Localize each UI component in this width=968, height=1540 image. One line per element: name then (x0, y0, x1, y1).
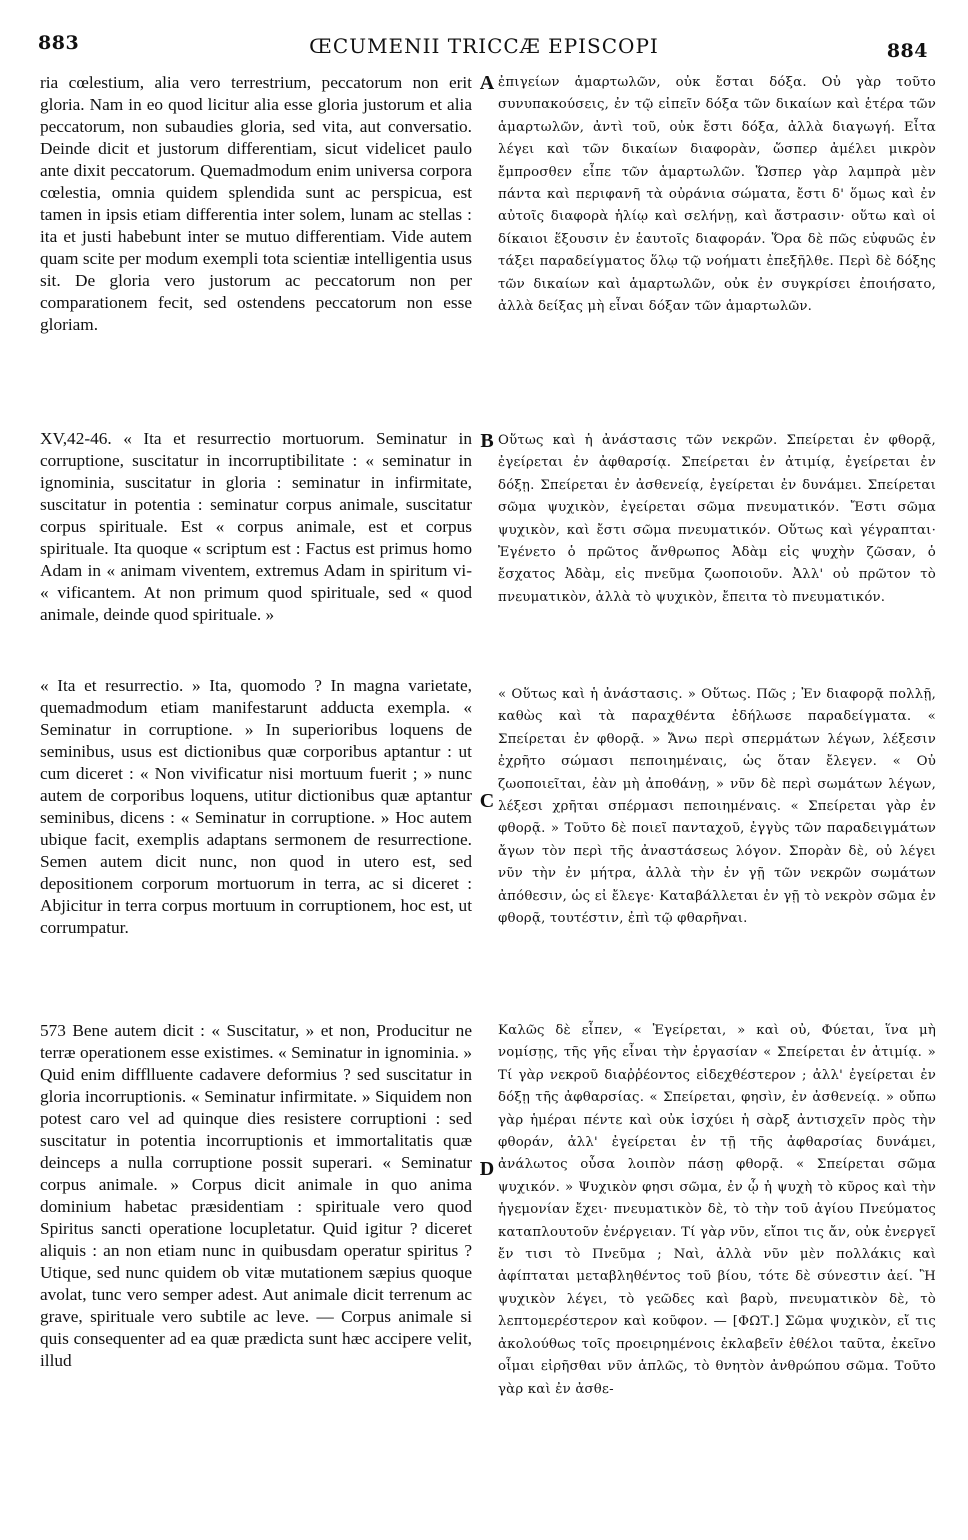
running-title: ŒCUMENII TRICCÆ EPISCOPI (309, 34, 659, 58)
latin-paragraph-3 (40, 675, 472, 1013)
latin-paragraph-4 (40, 1020, 472, 1460)
latin-text: 573 Bene autem dicit : « Suscitatur, » et non, Producitur ne terræ operationem esse existimes. « Seminatur in ignominia. » Quid enim difflluente cadavere deformius ? sed suscitatur in gloria incorruptionis. « Seminatur infirmitate. » Siquidem non potest caro vel ad quinque dies resistere corruptioni : sed suscitatur in potentia incorruptionis et immortalitatis quæ deinceps a nulla corruptione possit superari. « Seminatur corpus animale. » Corpus dicit animale in quo anima dominium habetac præsidentiam : spirituale vero quod Spiritus sancti operatione locupletatur. Quid igitur ? diceret aliquis : an non etiam nunc in quibusdam operatur spiritus ? Utique, sed nunc quidem ob vitæ mutationem sæpius quoque avolat, tunc vero semper adest. Aut animale dicit terrenum ac grave, spirituale vero subtile ac leve. — Corpus animale si quis consequenter ad ea quæ prædicta sunt hæc accipere velit, illud (40, 1021, 472, 1370)
latin-paragraph-2 (40, 428, 472, 664)
greek-text: Οὕτως καὶ ἡ ἀνάστασις τῶν νεκρῶν. Σπείρεται ἐν φθορᾷ, ἐγείρεται ἐν ἀφθαρσίᾳ. Σπείρεται ἐν ἀτιμίᾳ, ἐγείρεται ἐν δόξῃ. Σπείρεται ἐν ἀσθενείᾳ, ἐγείρεται ἐν δυνάμει. Σπείρεται σῶμα ψυχικὸν, ἐγείρεται σῶμα πνευματικόν. Ἔστι σῶμα ψυχικὸν, καὶ ἔστι σῶμα πνευματικόν. Οὕτως καὶ γέγραπται· Ἐγένετο ὁ πρῶτος ἄνθρωπος Ἀδὰμ εἰς ψυχὴν ζῶσαν, ὁ ἔσχατος Ἀδὰμ, εἰς πνεῦμα ζωοποιοῦν. Ἀλλ' οὐ πρῶτον τὸ πνευματικὸν, ἀλλὰ τὸ ψυχικὸν, ἔπειτα τὸ πνευματικόν. (498, 433, 936, 605)
greek-paragraph-2 (498, 430, 936, 676)
latin-text: « Ita et resurrectio. » Ita, quomodo ? In magna varietate, quemadmodum etiam manifestarunt adducta exempla. « Seminatur in corruptione. » In superioribus loquens de seminibus, usus est dictionibus quæ corporibus aptantur : ut cum diceret : « Non vivificatur nisi mortuum fuerit ; » nunc autem de corporibus loquens, utitur dictionibus quæ aptantur seminibus, dicens : « Seminatur in corruptione. » Hoc autem ubique facit, exemplis adaptans sermonem de resurrectione. Semen autem dicit nunc, non quod in utero est, sed depositionem corporum mortuorum in terra, ac si diceret : Abjicitur in terra corpus mortuum in corruptionem, hoc est, ut corrumpatur. (40, 676, 472, 937)
running-header (0, 14, 968, 64)
greek-paragraph-4 (498, 1020, 936, 1460)
greek-paragraph-3 (498, 684, 936, 984)
page-number-right: 884 (886, 40, 928, 62)
margin-mark-d: D (479, 1158, 495, 1180)
latin-paragraph-1 (40, 72, 472, 382)
page-number-left: 883 (38, 32, 80, 54)
latin-text: ria cœlestium, alia vero terrestrium, peccatorum non erit gloria. Nam in eo quod licitur alia esse gloria justorum et alia peccatorum, non subaudies gloria, sed vita, aut conversatio. Deinde dicit et justorum differentiam, sicut videlicet paulo ante dixit peccatorum. Quemadmodum enim universa corpora cœlestia, omnia quidem splendida sunt ac perspicua, est tamen in ipsis etiam differentia inter solem, lunam ac stellas : ita et justi habebunt inter se mutuo differentiam. Vide autem quam scite per modum exempli tota scientiæ intelligentia usus sit. De gloria vero justorum ac peccatorum non per comparationem fecit, sed ostendens peccatorum non esse gloriam. (40, 73, 472, 334)
greek-text: ἐπιγείων ἁμαρτωλῶν, οὐκ ἔσται δόξα. Οὐ γὰρ τοῦτο συνυπακούσεις, ἐν τῷ εἰπεῖν δόξα τῶν δικαίων καὶ ἑτέρα τῶν ἁμαρτωλῶν, ἀντὶ τοῦ, οὐκ ἔστι δόξα, ἀλλὰ διαγωγή. Εἶτα λέγει καὶ τῶν δικαίων διαφορὰν, ὥσπερ ἀμέλει μικρὸν ἔμπροσθεν εἶπε τῶν ἁμαρτωλῶν. Ὥσπερ γὰρ λαμπρὰ μὲν πάντα καὶ περιφανῆ τὰ οὐράνια σώματα, ἔστι δ' ὅμως καὶ ἐν αὐτοῖς διαφορὰ ἡλίῳ καὶ σελήνῃ, καὶ ἄστρασιν· οὕτω καὶ οἱ δίκαιοι ἕξουσιν ἐν ἑαυτοῖς διαφοράν. Ὅρα δὲ πῶς εὐφυῶς ἐν τάξει παραδείγματος ὅλῳ τῷ νοήματι ἐπεξῆλθε. Περὶ δὲ δόξης τῶν δικαίων καὶ ἁμαρτωλῶν, οὐκ ἐν συγκρίσει ἐποιήσατο, ἀλλὰ δείξας μὴ εἶναι δόξαν τῶν ἁμαρτωλῶν. (498, 75, 936, 315)
latin-text: XV,42-46. « Ita et resurrectio mortuorum. Seminatur in corruptione, suscitatur in incorruptibilitate : « seminatur in ignominia, suscitatur in gloria : seminatur in infirmitate, suscitatur in potentia : seminatur corpus animale, suscitatur corpus spirituale. Est « corpus animale, est et corpus spirituale. Ita quoque « scriptum est : Factus est primus homo Adam in « animam viventem, extremus Adam in spiritum vi- « vificantem. At non primum quod spirituale, sed « quod animale, deinde quod spirituale. » (40, 429, 472, 624)
greek-paragraph-1 (498, 72, 936, 322)
margin-mark-c: C (479, 790, 495, 812)
margin-mark-b: B (480, 430, 494, 452)
greek-text: « Οὕτως καὶ ἡ ἀνάστασις. » Οὕτως. Πῶς ; Ἐν διαφορᾷ πολλῇ, καθὼς καὶ τὰ παραχθέντα ἐδήλωσε παραδείγματα. « Σπείρεται ἐν φθορᾷ. » Ἄνω περὶ σπερμάτων λέγων, λέξεσιν ἐχρῆτο σώμασι πεποιημέναις, ὡς ὅταν ἔλεγεν. « Οὐ ζωοποιεῖται, ἐὰν μὴ ἀποθάνῃ, » νῦν δὲ περὶ σωμάτων λέγων, λέξεσι χρῆται σπέρμασι πεποιημέναις. « Σπείρεται γὰρ ἐν φθορᾷ. » Τοῦτο δὲ ποιεῖ πανταχοῦ, ἐγγὺς τῶν παραδειγμάτων ἄγων τὸν περὶ τῆς ἀναστάσεως λόγον. Σπορὰν δὲ, οὐ λέγει νῦν τὴν ἐν μήτρα, ἀλλὰ τὴν ἐν γῇ τῶν νεκρῶν σωμάτων ἀπόθεσιν, ὡς εἰ ἔλεγε· Καταβάλλεται ἐν γῇ τὸ νεκρὸν σῶμα ἐν φθορᾷ, τουτέστιν, ἐπὶ τῷ φθαρῆναι. (498, 687, 936, 927)
greek-text: Καλῶς δὲ εἶπεν, « Ἐγείρεται, » καὶ οὐ, Φύεται, ἵνα μὴ νομίσῃς, τῆς γῆς εἶναι τὴν ἐργασίαν « Σπείρεται ἐν ἀτιμίᾳ. » Τί γὰρ νεκροῦ διαῤῥέοντος εἰδεχθέστερον ; ἀλλ' ἐγείρεται ἐν δόξῃ τῆς ἀφθαρσίας. « Σπείρεται, φησὶν, ἐν ἀσθενείᾳ. » οὔπω γὰρ ἡμέραι πέντε καὶ οὐκ ἰσχύει ἡ σὰρξ ἀντισχεῖν πρὸς τὴν φθοράν, ἀλλ' ἐγείρεται ἐν τῇ τῆς ἀφθαρσίας δυνάμει, ἀνάλωτος οὖσα λοιπὸν πάσῃ φθορᾷ. « Σπείρεται σῶμα ψυχικόν. » Ψυχικὸν φησι σῶμα, ἐν ᾧ ἡ ψυχὴ τὸ κῦρος καὶ τὴν ἡγεμονίαν ἔχει· πνευματικὸν δὲ, τὸ τὴν τοῦ ἁγίου Πνεύματος καταπλουτοῦν ἐνέργειαν. Τί γὰρ νῦν, εἴποι τις ἄν, οὐκ ἐνεργεῖ ἔν τισι τὸ Πνεῦμα ; Ναὶ, ἀλλὰ νῦν μὲν πολλάκις καὶ ἀφίπταται μεταβληθέντος τοῦ βίου, τότε δὲ σύνεστιν ἀεί. Ἢ ψυχικὸν λέγει, τὸ γεῶδες καὶ βαρὺ, πνευματικὸν δὲ, τὸ λεπτομερέστερον καὶ κοῦφον. — [ΦΩΤ.] Σῶμα ψυχικὸν, εἴ τις ἀκολούθως τοῖς προειρημένοις ἐκλαβεῖν ἐθέλοι ταῦτα, ἐκεῖνο οἶμαι εἰρῆσθαι νῦν ἁπλῶς, τὸ θνητὸν ἀνθρώπου σῶμα. Τοῦτο γὰρ καὶ ἐν ἀσθε- (498, 1023, 936, 1397)
margin-mark-a: A (479, 72, 495, 94)
